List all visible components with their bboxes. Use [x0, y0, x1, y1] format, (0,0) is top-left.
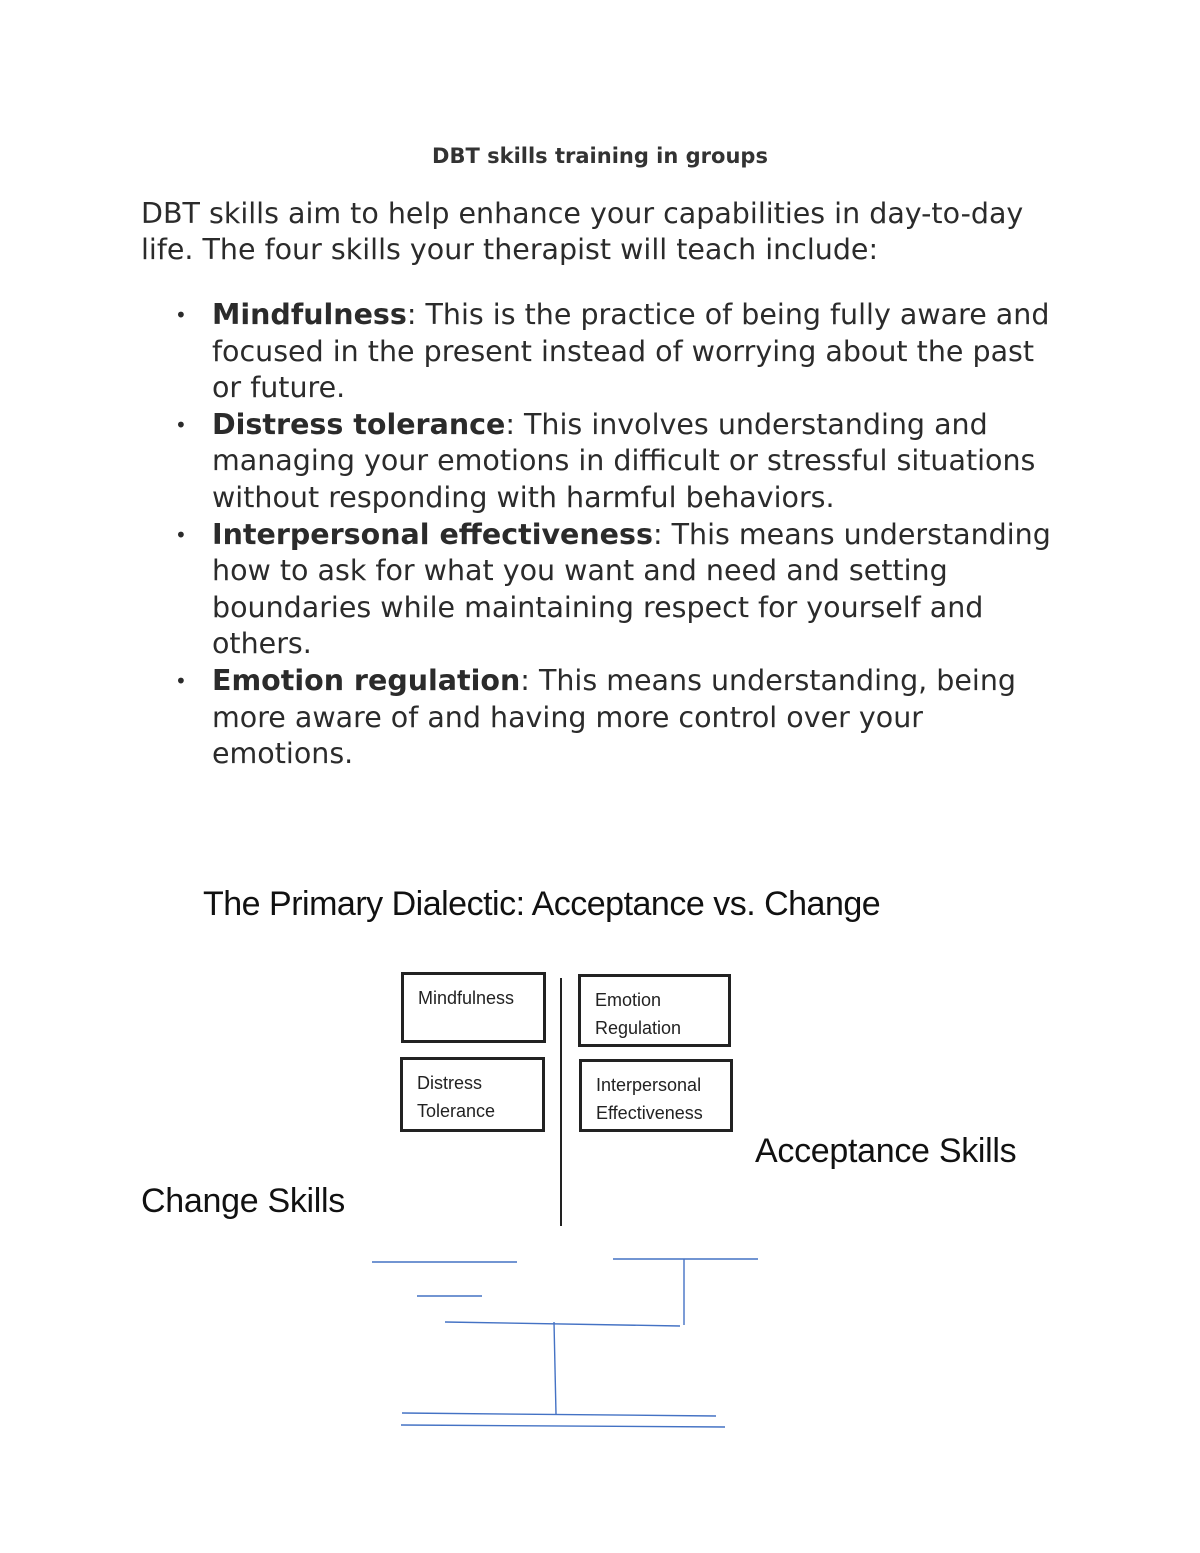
- skill-name: Interpersonal effectiveness: [212, 517, 653, 551]
- box-label-line-2: Effectiveness: [596, 1103, 703, 1123]
- acceptance-skills-label: Acceptance Skills: [755, 1132, 1017, 1170]
- skill-description: : This means understanding how to ask for what you want and need and setting boundaries while maintaining respect for yourself and others.: [212, 517, 1051, 661]
- bullet-icon: •: [175, 412, 187, 437]
- box-label: Mindfulness: [418, 988, 515, 1008]
- box-label-line-2: Regulation: [595, 1018, 682, 1038]
- diagram-title: The Primary Dialectic: Acceptance vs. Change: [203, 885, 881, 923]
- page-title: DBT skills training in groups: [432, 144, 768, 168]
- scribble-line: [401, 1425, 725, 1427]
- skill-description: : This involves understanding and managing your emotions in difficult or stressful situations without responding with harmful behaviors.: [212, 407, 1036, 514]
- change-skills-label: Change Skills: [141, 1182, 345, 1220]
- bullet-icon: •: [175, 303, 187, 327]
- skill-description: : This means understanding, being more aware of and having more control over your emotions.: [212, 663, 1016, 771]
- box-label-line-1: Emotion: [595, 990, 662, 1010]
- skill-name: Mindfulness: [212, 298, 407, 331]
- bullet-icon: •: [175, 522, 187, 547]
- skill-name: Distress tolerance: [212, 407, 506, 441]
- scribble-line: [554, 1322, 556, 1414]
- box-label-line-1: Distress: [417, 1073, 483, 1093]
- skill-name: Emotion regulation: [212, 663, 521, 697]
- scribble-line: [402, 1413, 716, 1416]
- skill-description: : This is the practice of being fully aware and focused in the present instead of worrying about the past or future.: [212, 298, 1050, 405]
- intro-paragraph: DBT skills aim to help enhance your capabilities in day-to-day life. The four skills your therapist will teach include:: [141, 197, 1024, 266]
- box-label-line-1: Interpersonal: [596, 1075, 702, 1095]
- scribble-line: [445, 1322, 680, 1326]
- box-label-line-2: Tolerance: [417, 1101, 496, 1121]
- bullet-icon: •: [175, 668, 187, 693]
